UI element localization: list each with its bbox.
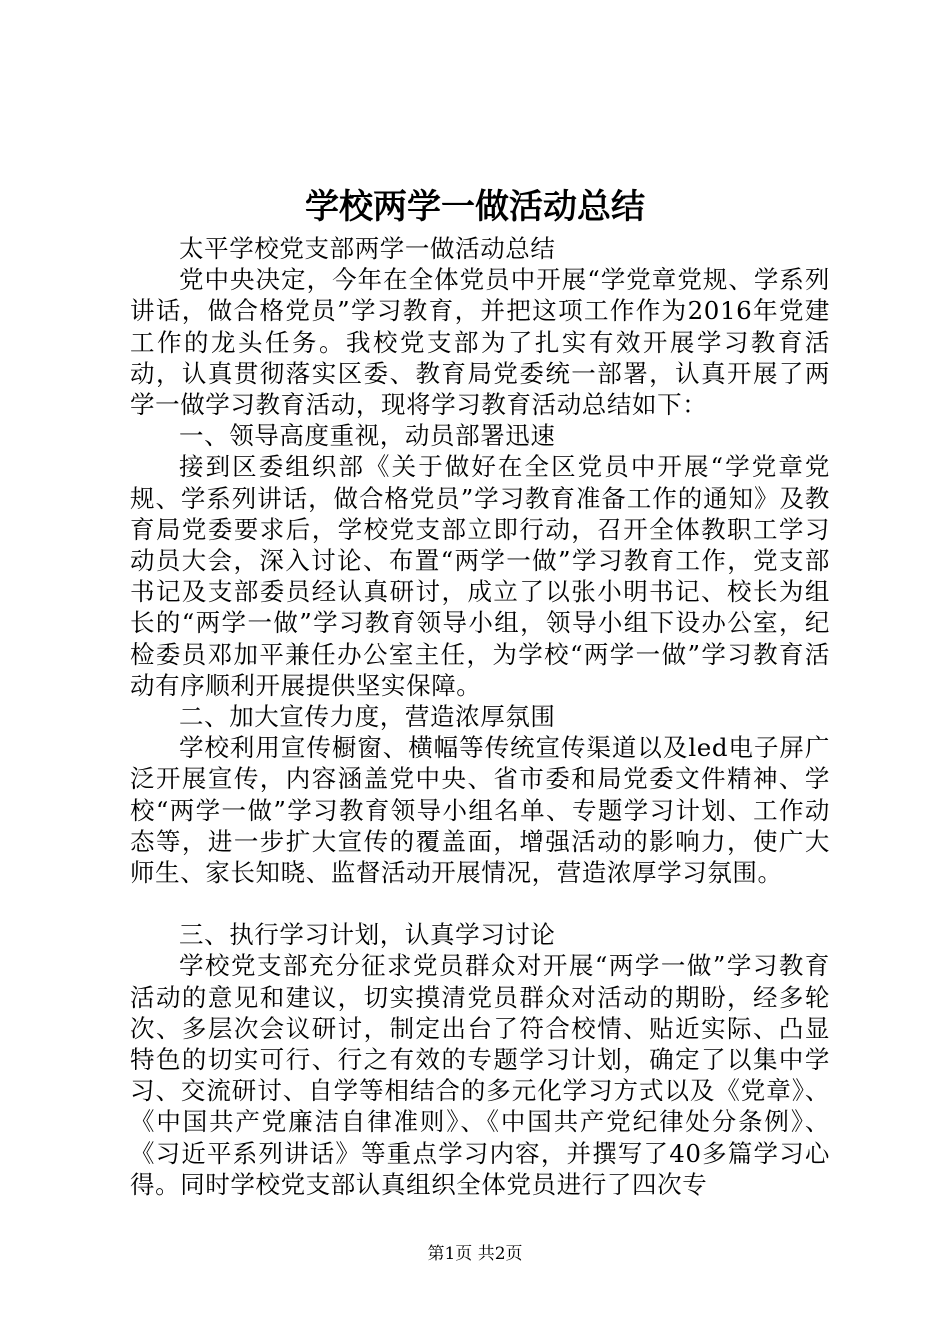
paragraph-section-3: 学校党支部充分征求党员群众对开展“两学一做”学习教育活动的意见和建议，切实摸清党员群众对活动的期盼，经多轮次、多层次会议研讨，制定出台了符合校情、贴近实际、凸显特色的切实可行、行之有效的专题学习计划，确定了以集中学习、交流研讨、自学等相结合的多元化学习方式以及《党章》、《中国共产党廉洁自律准则》、《中国共产党纪律处分条例》、《习近平系列讲话》等重点学习内容，并撰写了40多篇学习心得。同时学校党支部认真组织全体党员进行了四次专 — [130, 951, 830, 1199]
document-title: 学校两学一做活动总结 — [305, 187, 645, 227]
document-body — [130, 233, 830, 1200]
paragraph-section-2: 学校利用宣传橱窗、横幅等传统宣传渠道以及led电子屏广泛开展宣传，内容涵盖党中央、省市委和局党委文件精神、学校“两学一做”学习教育领导小组名单、专题学习计划、工作动态等，进一步扩大宣传的覆盖面，增强活动的影响力，使广大师生、家长知晓、监督活动开展情况，营造浓厚学习氛围。 — [130, 733, 830, 888]
paragraph-subtitle: 太平学校党支部两学一做活动总结 — [179, 234, 556, 263]
section-heading-3: 三、执行学习计划，认真学习讨论 — [179, 920, 556, 950]
section-heading-1: 一、领导高度重视，动员部署迅速 — [179, 421, 556, 451]
paragraph-section-1: 接到区委组织部《关于做好在全区党员中开展“学党章党规、学系列讲话，做合格党员”学习教育准备工作的通知》及教育局党委要求后，学校党支部立即行动，召开全体教职工学习动员大会，深入讨论、布置“两学一做”学习教育工作，党支部书记及支部委员经认真研讨，成立了以张小明书记、校长为组长的“两学一做”学习教育领导小组，领导小组下设办公室，纪检委员邓加平兼任办公室主任，为学校“两学一做”学习教育活动有序顺利开展提供坚实保障。 — [130, 452, 830, 700]
page-number-footer: 第1页 共2页 — [427, 1244, 523, 1264]
section-heading-2: 二、加大宣传力度，营造浓厚氛围 — [179, 702, 556, 732]
paragraph-intro: 党中央决定，今年在全体党员中开展“学党章党规、学系列讲话，做合格党员”学习教育，并把这项工作作为2016年党建工作的龙头任务。我校党支部为了扎实有效开展学习教育活动，认真贯彻落实区委、教育局党委统一部署，认真开展了两学一做学习教育活动，现将学习教育活动总结如下： — [130, 265, 830, 420]
